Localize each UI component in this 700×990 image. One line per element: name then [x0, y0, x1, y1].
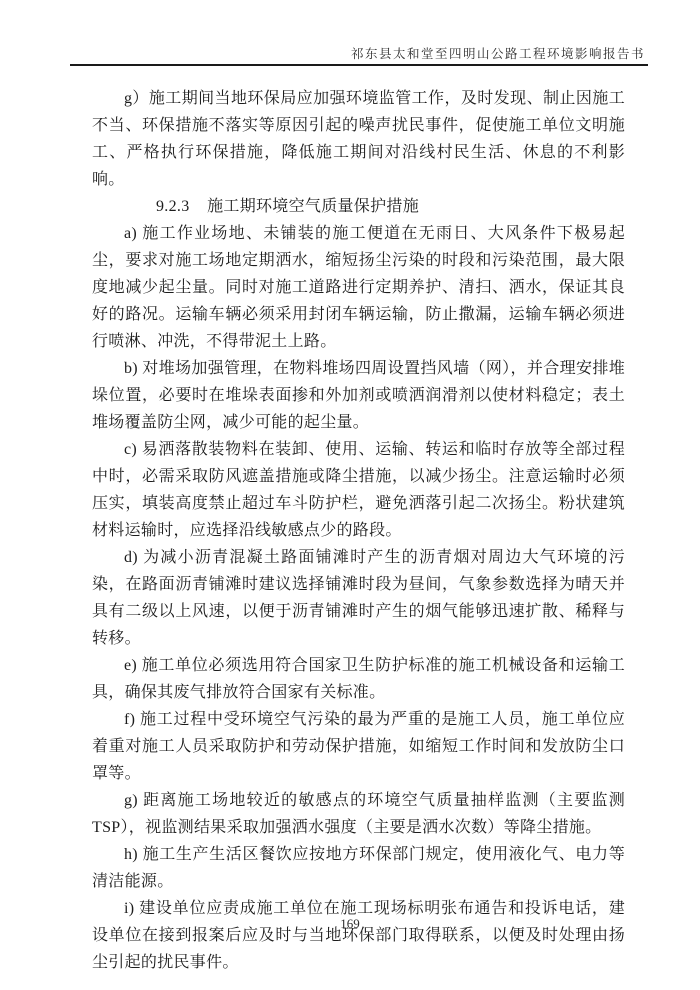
- paragraph-item-b: b) 对堆场加强管理，在物料堆场四周设置挡风墙（网），并合理安排堆垛位置，必要时在堆垛表面掺和外加剂或喷洒润滑剂以使材料稳定；表土堆场覆盖防尘网，减少可能的起尘量。: [92, 360, 625, 431]
- running-header-title: 祁东县太和堂至四明山公路工程环境影响报告书: [350, 47, 645, 61]
- page-body: [92, 85, 625, 976]
- paragraph-noise-g: g）施工期间当地环保局应加强环境监管工作，及时发现、制止因施工不当、环保措施不落实等原因引起的噪声扰民事件，促使施工单位文明施工、严格执行环保措施，降低施工期间对沿线村民生活、休息的不利影响。: [92, 90, 625, 188]
- section-heading: [92, 193, 625, 220]
- page-number: 169: [340, 916, 360, 931]
- paragraph-item-a: a) 施工作业场地、未铺装的施工便道在无雨日、大风条件下极易起尘，要求对施工场地定期洒水，缩短扬尘污染的时段和污染范围，最大限度地减少起尘量。同时对施工道路进行定期养护、清扫、洒水，保证其良好的路况。运输车辆必须采用封闭车辆运输，防止撒漏，运输车辆必须进行喷淋、冲洗，不得带泥土上路。: [92, 225, 625, 350]
- paragraph-item-d: d) 为减小沥青混凝土路面铺滩时产生的沥青烟对周边大气环境的污染，在路面沥青铺滩时建议选择铺滩时段为昼间，气象参数选择为晴天并具有二级以上风速，以便于沥青铺滩时产生的烟气能够迅速扩散、稀释与转移。: [92, 549, 625, 647]
- header-rule: [70, 64, 648, 66]
- paragraph-item-f: f) 施工过程中受环境空气污染的最为严重的是施工人员，施工单位应着重对施工人员采取防护和劳动保护措施，如缩短工作时间和发放防尘口罩等。: [92, 711, 625, 782]
- section-title: 施工期环境空气质量保护措施: [207, 198, 419, 215]
- paragraph-item-h: h) 施工生产生活区餐饮应按地方环保部门规定，使用液化气、电力等清洁能源。: [92, 846, 625, 890]
- section-number: 9.2.3: [156, 198, 190, 215]
- paragraph-item-g: g) 距离施工场地较近的敏感点的环境空气质量抽样监测（主要监测 TSP），视监测结果采取加强洒水强度（主要是洒水次数）等降尘措施。: [92, 792, 625, 836]
- paragraph-item-i: i) 建设单位应责成施工单位在施工现场标明张布通告和投诉电话，建设单位在接到报案后应及时与当地环保部门取得联系，以便及时处理由扬尘引起的扰民事件。: [92, 900, 625, 971]
- paragraph-item-e: e) 施工单位必须选用符合国家卫生防护标准的施工机械设备和运输工具，确保其废气排放符合国家有关标准。: [92, 657, 625, 701]
- paragraph-item-c: c) 易洒落散装物料在装卸、使用、运输、转运和临时存放等全部过程中时，必需采取防风遮盖措施或降尘措施，以减少扬尘。注意运输时必须压实，填装高度禁止超过车斗防护栏，避免洒落引起二次扬尘。粉状建筑材料运输时，应选择沿线敏感点少的路段。: [92, 441, 625, 539]
